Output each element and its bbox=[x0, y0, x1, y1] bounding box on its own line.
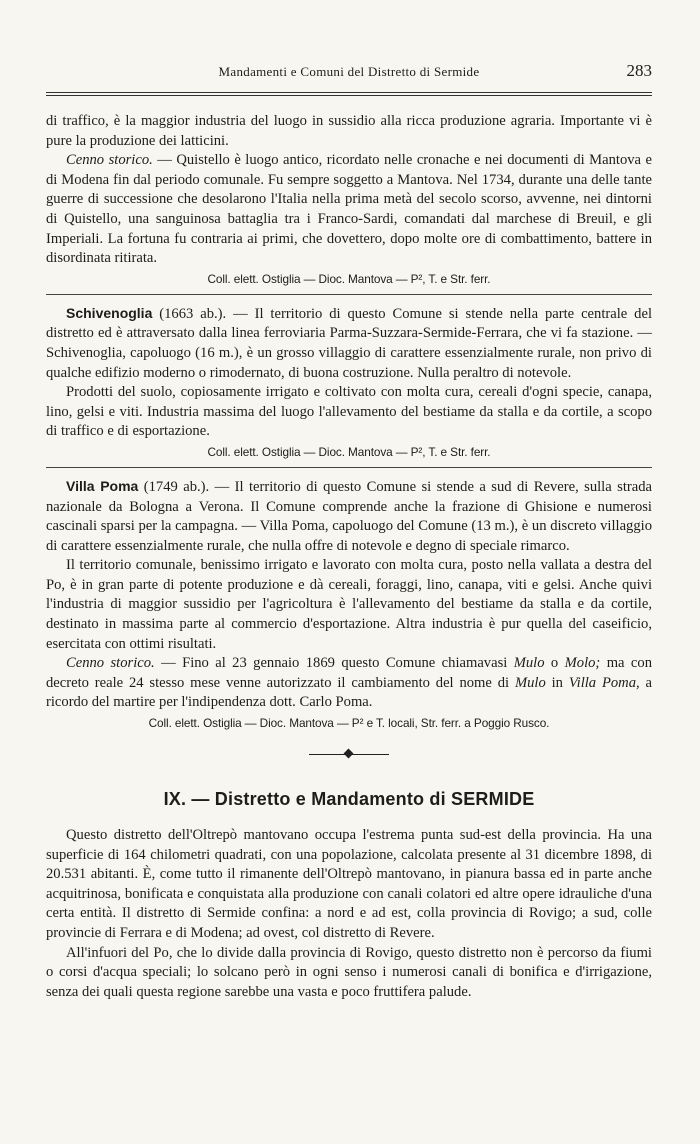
ornament-diamond bbox=[344, 749, 354, 759]
villa-poma-history-paragraph bbox=[46, 654, 652, 713]
header-rule bbox=[46, 92, 652, 96]
villa-poma-name: Villa Poma bbox=[66, 477, 139, 494]
divider bbox=[46, 467, 652, 468]
quistello-caption: Coll. elett. Ostiglia — Dioc. Mantova — P², T. e Str. ferr. bbox=[207, 271, 491, 286]
old-name-mulo: Mulo bbox=[513, 655, 545, 672]
villa-poma-text: (1749 ab.). — Il territorio di questo Comune si stende a sud di Revere, sulla strada nazionale da Bologna a Verona. Il Comune comprende anche la frazione di Ghisione e numerosi cascinali sparsi per la campagna. — Villa Poma, capoluogo del Comune (13 m.), è un discreto villaggio di carattere essenzialmente rurale, che nulla offre di notevole e degno di speciale rimarco. bbox=[46, 478, 652, 554]
divider bbox=[46, 294, 652, 295]
villa-poma-paragraph bbox=[46, 477, 652, 556]
schivenoglia-text: (1663 ab.). — Il territorio di questo Comune si stende nella parte centrale del distretto ed è attraversato dalla linea ferroviaria Parma-Suzzara-Sermide-Ferrara, che vi fa stazione. — Schivenoglia, capoluogo (16 m.), è un grosso villaggio di carattere essenzialmente rurale, non privo di qualche edifizio moderno o rimodernato, di buona costruzione. Nulla peraltro di notevole. bbox=[46, 305, 652, 381]
history-label: Cenno storico. bbox=[66, 152, 153, 169]
villa-poma-caption: Coll. elett. Ostiglia — Dioc. Mantova — P² e T. locali, Str. ferr. a Poggio Rusco. bbox=[148, 716, 550, 731]
history-text: in bbox=[545, 674, 569, 691]
section-heading: IX. — Distretto e Mandamento di SERMIDE bbox=[163, 789, 535, 810]
page-body bbox=[46, 112, 652, 1002]
history-text: o bbox=[544, 655, 565, 672]
quistello-history-paragraph bbox=[46, 151, 652, 269]
schivenoglia-paragraph bbox=[46, 304, 652, 383]
page-number: 283 bbox=[626, 61, 652, 80]
running-head bbox=[46, 61, 652, 86]
villa-poma-territory-paragraph: Il territorio comunale, benissimo irrigato e lavorato con molta cura, posto nella vallata a destra del Po, è in gran parte di potente produzione e dà cereali, foraggi, lino, canapa, viti e gelsi. Anche quivi l'industria di maggior sussidio per l'agricoltura è l'allevamento del bestiame da stalla e da cortile, destinato in massima parte al commercio d'esportazione. Altra industria è pur quella del caseificio, esercitata con ottimi risultati. bbox=[46, 557, 652, 652]
history-text: ma con decreto reale 24 stesso mese venne autorizzato il cambiamento del nome di bbox=[46, 655, 652, 691]
schivenoglia-name: Schivenoglia bbox=[66, 304, 153, 321]
history-label: Cenno storico. bbox=[66, 655, 155, 672]
history-text: a ricordo del martire per l'indipendenza dott. Carlo Poma. bbox=[46, 674, 652, 711]
district-rivers-paragraph: All'infuori del Po, che lo divide dalla provincia di Rovigo, questo distretto non è percorso da fiumi o corsi d'acqua speciali; lo solcano però in ogni senso i numerosi canali di bonifica e d'irrigazione, senza dei quali questa regione sarebbe una vasta e poco fruttifera palude. bbox=[46, 944, 652, 1000]
old-name-molo: Molo; bbox=[564, 655, 601, 672]
old-name-mulo: Mulo bbox=[514, 674, 546, 691]
schivenoglia-caption: Coll. elett. Ostiglia — Dioc. Mantova — P², T. e Str. ferr. bbox=[207, 444, 491, 459]
history-text: — Quistello è luogo antico, ricordato nelle cronache e nei documenti di Mantova e di Modena fin dal periodo comunale. Fu sempre soggetto a Mantova. Nel 1734, durante una delle tante guerre di successione che desolarono l'Italia nella prima metà del secolo scorso, avvenne, nei dintorni di Quistello, una sanguinosa battaglia tra i Franco-Sardi, comandati dal marchese di Breuil, e gli Imperiali. La fortuna fu contraria ai primi, che dovettero, dopo molte ore di combattimento, battere in disordinata ritirata. bbox=[46, 152, 652, 267]
district-paragraph: Questo distretto dell'Oltrepò mantovano occupa l'estrema punta sud-est della provincia. Ha una superficie di 164 chilometri quadrati, con una popolazione, calcolata presente al 31 dicembre 1898, di 20.531 abitanti. È, come tutto il rimanente dell'Oltrepò mantovano, in pianura bassa ed in parte anche acquitrinosa, bonificata e conquistata alla produzione con canali colatori ed altre opere idrauliche d'una certa entità. Il distretto di Sermide confina: a nord e ad est, colla provincia di Rovigo; a sud, colle provincie di Ferrara e di Modena; ad ovest, col distretto di Revere. bbox=[46, 827, 652, 941]
schivenoglia-products-paragraph: Prodotti del suolo, copiosamente irrigato e coltivato con molta cura, cereali d'ogni specie, canapa, lino, gelsi e viti. Industria massima del luogo l'allevamento del bestiame da stalla e da cortile, a scopo di traffico e di esportazione. bbox=[46, 384, 652, 440]
new-name-villa-poma: Villa Poma, bbox=[568, 674, 640, 691]
rule-with-diamond-icon bbox=[309, 749, 389, 759]
history-text: — Fino al 23 gennaio 1869 questo Comune chiamavasi bbox=[154, 655, 514, 672]
quistello-paragraph: di traffico, è la maggior industria del luogo in sussidio alla ricca produzione agraria. Importante vi è pure la produzione dei latticini. bbox=[46, 113, 652, 149]
running-title: Mandamenti e Comuni del Distretto di Sermide bbox=[218, 64, 480, 79]
